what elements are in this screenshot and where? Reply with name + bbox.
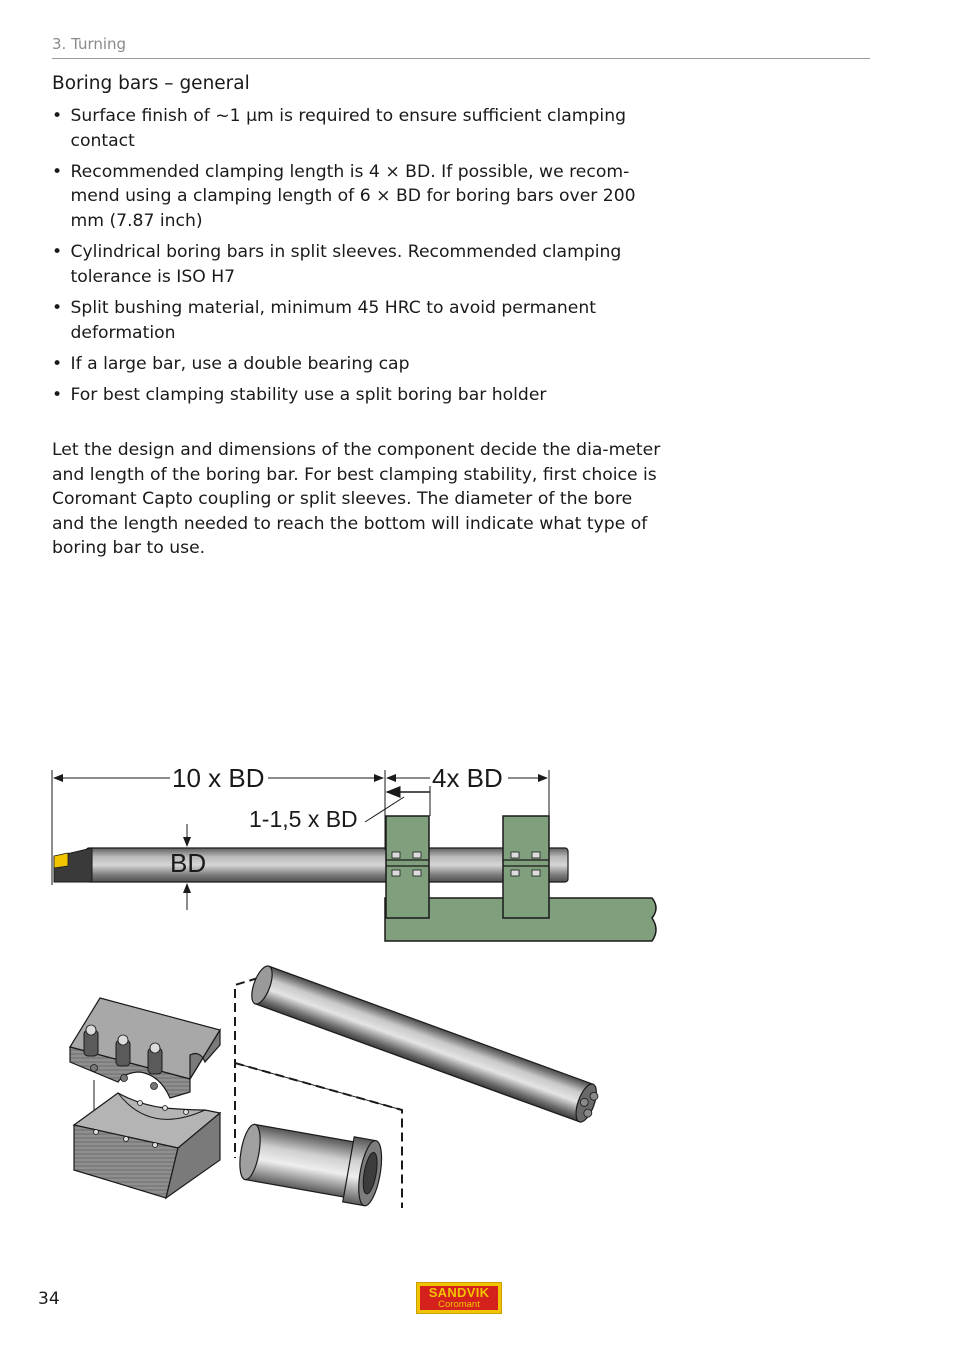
bullet-dot-icon: •	[52, 353, 63, 374]
bullet-text: If a large bar, use a double bearing cap	[70, 353, 410, 374]
logo-subtitle: Coromant	[438, 1299, 480, 1310]
label-diameter: BD	[170, 848, 207, 878]
bullet-text: Split bushing material, minimum 45 HRC to avoid permanent deformation	[70, 297, 596, 343]
logo-wordmark: SANDVIK	[428, 1285, 490, 1300]
label-clamp-length: 4x BD	[432, 763, 503, 793]
bullet-text: Cylindrical boring bars in split sleeves. Recommended clamping tolerance is ISO H7	[70, 242, 622, 287]
sandvik-coromant-logo	[416, 1282, 502, 1314]
clamp-right	[503, 816, 549, 918]
bullet-dot-icon: •	[52, 161, 63, 182]
bullet-dot-icon: •	[52, 297, 63, 318]
boring-bar-cylinder	[248, 963, 602, 1124]
bullet-dot-icon: •	[52, 384, 63, 405]
label-gap: 1-1,5 x BD	[249, 806, 358, 832]
section-label: 3. Turning	[52, 35, 127, 53]
bullet-text: Recommended clamping length is 4 × BD. If possible, we recom-mend using a clamping length of 6 × BD for boring bars over 200 mm (7.87 inch)	[70, 161, 636, 231]
bullet-text: For best clamping stability use a split boring bar holder	[70, 384, 547, 405]
page-heading: Boring bars – general	[52, 73, 250, 94]
label-overhang: 10 x BD	[172, 763, 265, 793]
clamp-left	[386, 816, 429, 918]
bullet-dot-icon: •	[52, 242, 63, 263]
boring-bar	[86, 848, 568, 882]
bearing-cap	[70, 998, 220, 1098]
holder-base-block	[74, 1093, 220, 1198]
cutting-insert	[54, 853, 68, 868]
bullet-dot-icon: •	[52, 106, 63, 126]
exploded-view	[70, 963, 601, 1208]
split-sleeve	[235, 1118, 385, 1207]
body-paragraph: Let the design and dimensions of the component decide the dia-meter and length of the boring bar. For best clamping stability, first choice is Coromant Capto coupling or split sleeves. The diameter of the bore and the length needed to reach the bottom will indicate what type of boring bar to use.	[52, 440, 661, 559]
side-view	[52, 763, 656, 941]
bullet-text: Surface finish of ~1 µm is required to ensure sufficient clamping contact	[70, 106, 626, 151]
page-number: 34	[38, 1289, 60, 1309]
